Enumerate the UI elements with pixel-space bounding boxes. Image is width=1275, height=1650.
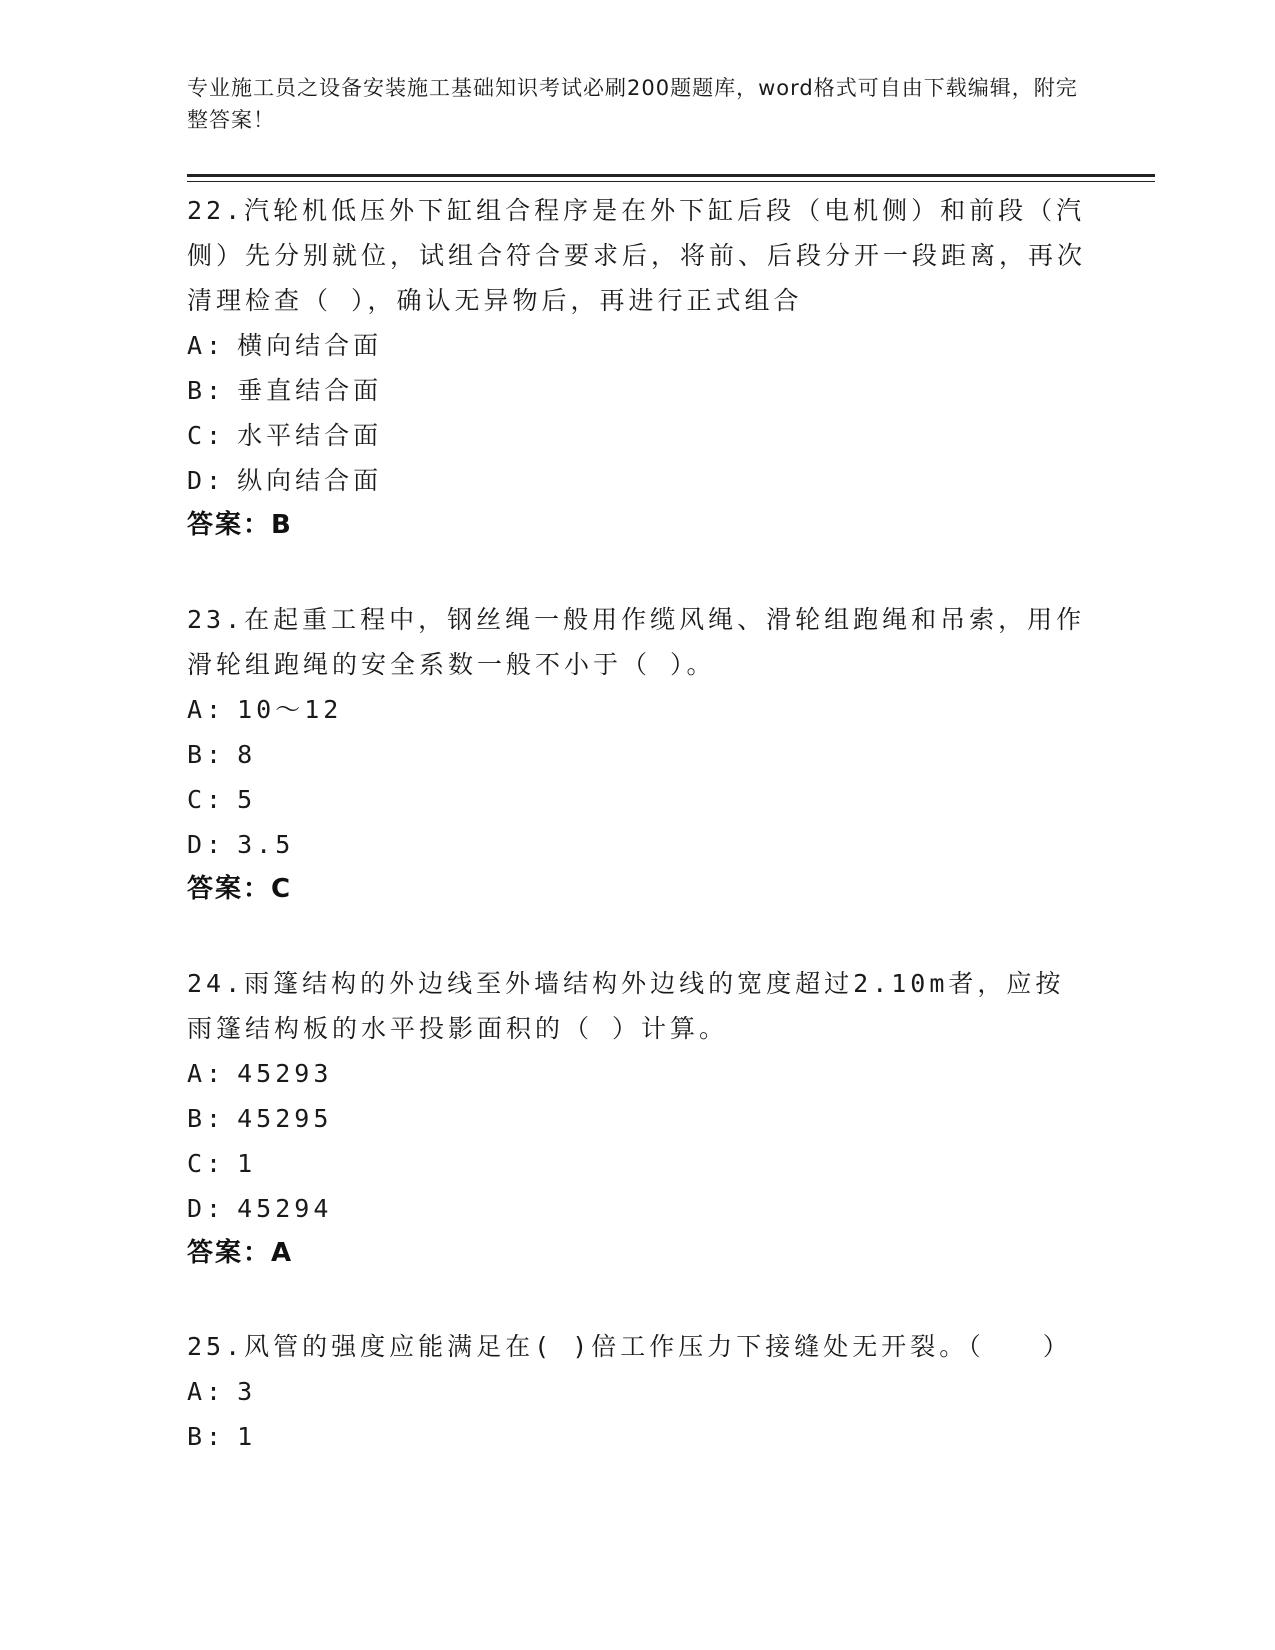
option-label: D:	[187, 830, 226, 859]
option-value: 垂直结合面	[237, 376, 383, 405]
question-text: 22.汽轮机低压外下缸组合程序是在外下缸后段（电机侧）和前段（汽侧）先分别就位，试组合符合要求后，将前、后段分开一段距离，再次清理检查（ ），确认无异物后，再进行正式组合	[187, 196, 1087, 315]
option-d	[187, 822, 1087, 867]
option-label: A:	[187, 1059, 226, 1088]
question-text: 24.雨篷结构的外边线至外墙结构外边线的宽度超过2.10m者，应按雨篷结构板的水平投影面积的（ ）计算。	[187, 969, 1065, 1043]
option-value: 45294	[237, 1194, 333, 1223]
option-b	[187, 1096, 1087, 1141]
option-b	[187, 1414, 1087, 1459]
option-value: 水平结合面	[237, 421, 383, 450]
question-text: 25.风管的强度应能满足在( )倍工作压力下接缝处无开裂。（ ）	[187, 1332, 1072, 1361]
option-label: D:	[187, 1194, 226, 1223]
option-c	[187, 413, 1087, 458]
question-24	[187, 961, 1087, 1276]
answer-line: 答案：C	[187, 874, 293, 904]
option-value: 横向结合面	[237, 331, 383, 360]
option-a	[187, 1051, 1087, 1096]
option-value: 3.5	[237, 830, 295, 859]
option-a	[187, 687, 1087, 732]
option-value: 纵向结合面	[237, 466, 383, 495]
header-divider-thin	[187, 181, 1155, 182]
option-a	[187, 1369, 1087, 1414]
option-value: 1	[237, 1149, 257, 1178]
option-value: 8	[237, 740, 257, 769]
question-22	[187, 188, 1087, 548]
option-label: B:	[187, 376, 226, 405]
option-value: 45293	[237, 1059, 333, 1088]
option-label: C:	[187, 785, 226, 814]
option-label: C:	[187, 1149, 226, 1178]
option-label: A:	[187, 331, 226, 360]
option-value: 5	[237, 785, 257, 814]
option-value: 1	[237, 1422, 257, 1451]
option-label: B:	[187, 1422, 226, 1451]
question-text: 23.在起重工程中，钢丝绳一般用作缆风绳、滑轮组跑绳和吊索，用作滑轮组跑绳的安全系数一般不小于（ ）。	[187, 605, 1086, 679]
option-label: B:	[187, 1104, 226, 1133]
option-c	[187, 777, 1087, 822]
option-c	[187, 1141, 1087, 1186]
option-a	[187, 323, 1087, 368]
question-25	[187, 1324, 1087, 1459]
option-d	[187, 1186, 1087, 1231]
option-b	[187, 732, 1087, 777]
option-d	[187, 458, 1087, 503]
option-label: D:	[187, 466, 226, 495]
option-value: 10～12	[237, 695, 343, 724]
option-value: 45295	[237, 1104, 333, 1133]
option-value: 3	[237, 1377, 257, 1406]
document-header: 专业施工员之设备安装施工基础知识考试必刷200题题库，word格式可自由下载编辑，附完整答案！	[187, 76, 1078, 132]
option-label: A:	[187, 1377, 226, 1406]
question-23	[187, 597, 1087, 912]
answer-line: 答案：B	[187, 510, 293, 540]
option-label: B:	[187, 740, 226, 769]
header-divider-thick	[187, 174, 1155, 177]
option-b	[187, 368, 1087, 413]
answer-line: 答案：A	[187, 1238, 294, 1268]
option-label: C:	[187, 421, 226, 450]
option-label: A:	[187, 695, 226, 724]
